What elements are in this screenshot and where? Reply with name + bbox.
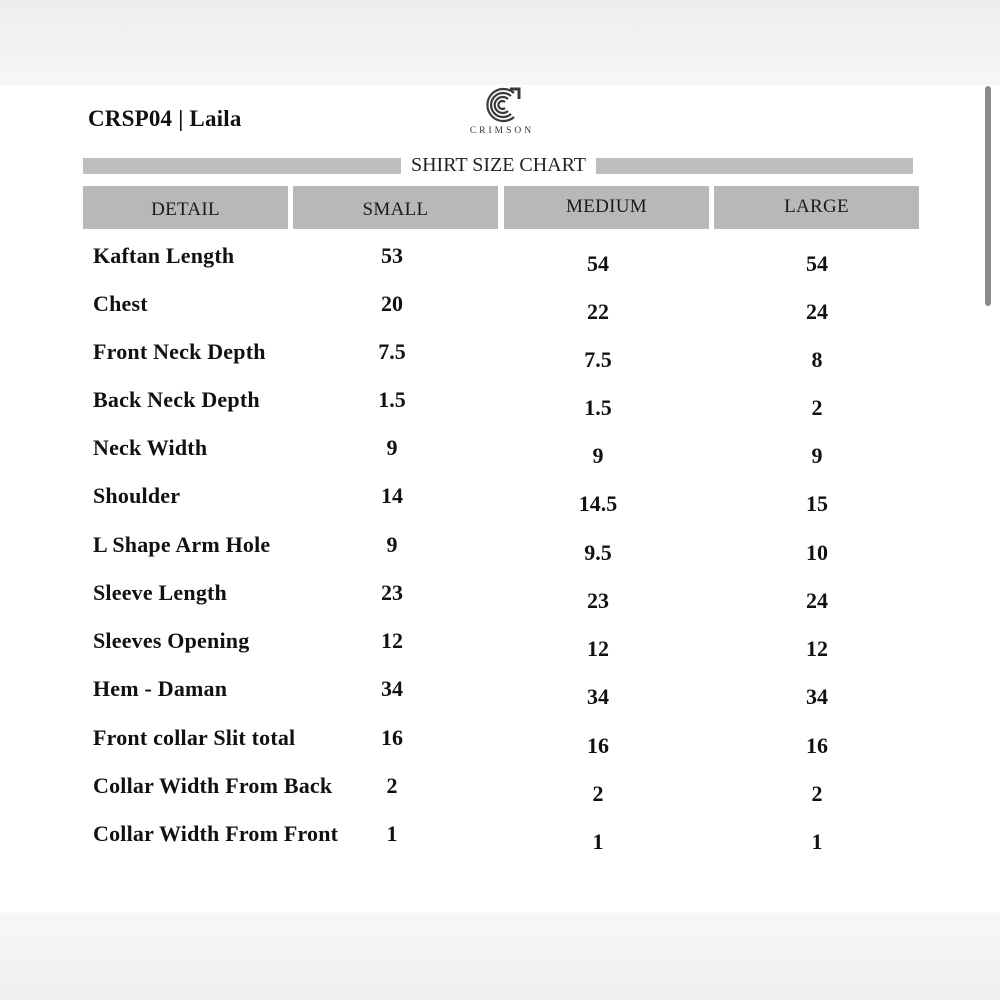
row-label: Sleeves Opening: [93, 628, 250, 653]
table-row: [0, 725, 1000, 765]
large-value: 9: [811, 443, 823, 468]
header-medium-label: MEDIUM: [566, 195, 647, 217]
row-label: Shoulder: [93, 483, 181, 508]
medium-value: 9: [592, 443, 604, 468]
table-row: [0, 773, 1000, 813]
medium-value: 1: [592, 829, 604, 854]
table-row: [0, 387, 1000, 427]
medium-value: 54: [587, 251, 609, 276]
header-small-label: SMALL: [362, 198, 429, 220]
small-value: 9: [386, 532, 398, 557]
large-value: 2: [811, 395, 823, 420]
row-label: Front Neck Depth: [93, 339, 266, 364]
large-value: 54: [806, 251, 828, 276]
small-value: 9: [386, 435, 398, 460]
row-label: L Shape Arm Hole: [93, 532, 271, 557]
medium-value: 7.5: [584, 347, 612, 372]
header-large-label: LARGE: [784, 195, 849, 217]
large-value: 15: [806, 491, 828, 516]
small-value: 1.5: [378, 387, 406, 412]
row-label: Hem - Daman: [93, 676, 228, 701]
large-value: 8: [811, 347, 823, 372]
small-value: 2: [386, 773, 398, 798]
small-value: 34: [381, 676, 403, 701]
table-row: [0, 676, 1000, 716]
medium-value: 34: [587, 684, 609, 709]
table-row: [0, 243, 1000, 283]
large-value: 16: [806, 733, 828, 758]
small-value: 7.5: [378, 339, 406, 364]
small-value: 12: [381, 628, 403, 653]
row-label: Kaftan Length: [93, 243, 235, 268]
large-value: 12: [806, 636, 828, 661]
header-detail-label: DETAIL: [151, 198, 220, 220]
row-label: Neck Width: [93, 435, 208, 460]
table-row: [0, 435, 1000, 475]
small-value: 14: [381, 483, 403, 508]
row-label: Collar Width From Front: [93, 821, 339, 846]
table-row: [0, 532, 1000, 572]
table-row: [0, 483, 1000, 523]
brand-wordmark: CRIMSON: [469, 126, 535, 136]
large-value: 24: [806, 299, 828, 324]
large-value: 10: [806, 540, 828, 565]
product-code-title: CRSP04 | Laila: [88, 106, 242, 131]
table-row: [0, 339, 1000, 379]
medium-value: 22: [587, 299, 609, 324]
small-value: 16: [381, 725, 403, 750]
row-label: Back Neck Depth: [93, 387, 260, 412]
row-label: Collar Width From Back: [93, 773, 333, 798]
medium-value: 16: [587, 733, 609, 758]
table-row: [0, 580, 1000, 620]
chart-title: SHIRT SIZE CHART: [410, 154, 587, 176]
small-value: 53: [381, 243, 403, 268]
medium-value: 12: [587, 636, 609, 661]
row-label: Chest: [93, 291, 148, 316]
small-value: 23: [381, 580, 403, 605]
large-value: 2: [811, 781, 823, 806]
table-row: [0, 291, 1000, 331]
medium-value: 14.5: [578, 491, 618, 516]
medium-value: 2: [592, 781, 604, 806]
small-value: 1: [386, 821, 398, 846]
small-value: 20: [381, 291, 403, 316]
medium-value: 1.5: [584, 395, 612, 420]
table-row: [0, 821, 1000, 861]
medium-value: 23: [587, 588, 609, 613]
table-row: [0, 628, 1000, 668]
row-label: Sleeve Length: [93, 580, 227, 605]
large-value: 34: [806, 684, 828, 709]
large-value: 24: [806, 588, 828, 613]
row-label: Front collar Slit total: [93, 725, 296, 750]
large-value: 1: [811, 829, 823, 854]
medium-value: 9.5: [584, 540, 612, 565]
